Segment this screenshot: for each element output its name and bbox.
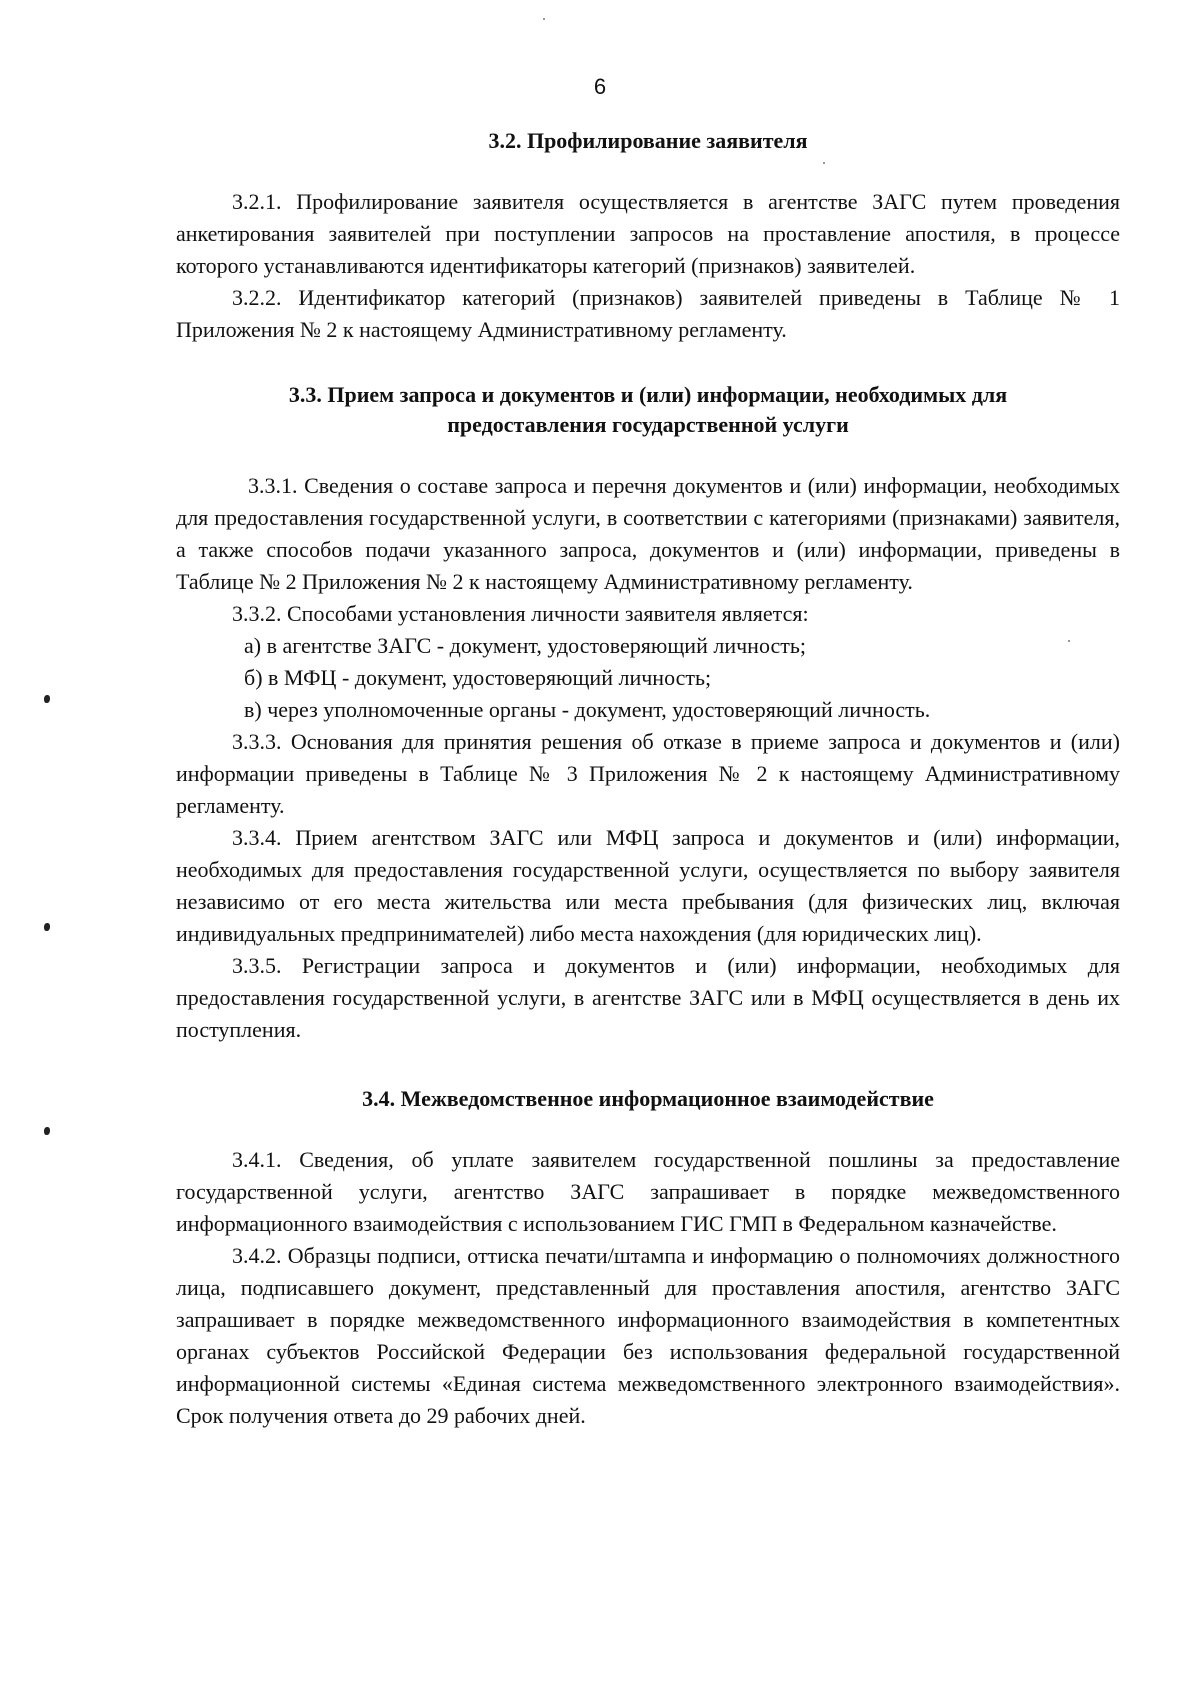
section-heading-3-4: 3.4. Межведомственное информационное взаимодействие <box>362 1086 934 1111</box>
scan-mark <box>44 923 50 931</box>
paragraph-3-3-3: 3.3.3. Основания для принятия решения об отказе в приеме запроса и документов и (или) информации приведены в Таблице № 3 Приложения № 2 к настоящему Административному регламенту. <box>176 729 1120 818</box>
scan-mark <box>44 695 50 703</box>
paragraph-3-3-1: 3.3.1. Сведения о составе запроса и перечня документов и (или) информации, необходимых для предоставления государственной услуги, в соответствии с категориями (признаками) заявителя, а также способов подачи указанного запроса, документов и (или) информации, приведены в Таблице № 2 Приложения № 2 к настоящему Административному регламенту. <box>176 473 1120 594</box>
section-heading-3-3 <box>176 380 1120 440</box>
paragraph-3-2-1: 3.2.1. Профилирование заявителя осуществляется в агентстве ЗАГС путем проведения анкетирования заявителей при поступлении запросов на проставление апостиля, в процессе которого устанавливаются идентификаторы категорий (признаков) заявителей. <box>176 189 1120 278</box>
section-heading-3-3-line2: предоставления государственной услуги <box>447 412 849 437</box>
paragraph-3-2-2: 3.2.2. Идентификатор категорий (признаков) заявителей приведены в Таблице № 1 Приложения № 2 к настоящему Административному регламенту. <box>176 285 1120 342</box>
list-item-c: в) через уполномоченные органы - документ, удостоверяющий личность. <box>244 697 931 722</box>
list-item-b: б) в МФЦ - документ, удостоверяющий личность; <box>244 665 712 690</box>
section-heading-3-2: 3.2. Профилирование заявителя <box>488 128 808 153</box>
page-number: 6 <box>593 74 607 99</box>
document-body <box>176 126 1120 1432</box>
paragraph-3-3-2: 3.3.2. Способами установления личности заявителя является: <box>232 601 809 626</box>
section-heading-3-3-line1: 3.3. Прием запроса и документов и (или) информации, необходимых для <box>288 382 1008 407</box>
list-item-a: а) в агентстве ЗАГС - документ, удостоверяющий личность; <box>244 633 807 658</box>
scan-mark <box>44 1127 50 1135</box>
paragraph-3-4-1: 3.4.1. Сведения, об уплате заявителем государственной пошлины за предоставление государственной услуги, агентство ЗАГС запрашивает в порядке межведомственного информационного взаимодействия с использованием ГИС ГМП в Федеральном казначействе. <box>176 1147 1120 1236</box>
paragraph-3-4-2: 3.4.2. Образцы подписи, оттиска печати/штампа и информацию о полномочиях должностного лица, подписавшего документ, представленный для проставления апостиля, агентство ЗАГС запрашивает в порядке межведомственного информационного взаимодействия в компетентных органах субъектов Российской Федерации без использования федеральной государственной информационной системы «Единая система межведомственного электронного взаимодействия». Срок получения ответа до 29 рабочих дней. <box>176 1243 1120 1428</box>
paragraph-3-3-5: 3.3.5. Регистрации запроса и документов и (или) информации, необходимых для предоставления государственной услуги, в агентстве ЗАГС или в МФЦ осуществляется в день их поступления. <box>176 953 1120 1042</box>
scan-speck <box>543 18 545 20</box>
paragraph-3-3-4: 3.3.4. Прием агентством ЗАГС или МФЦ запроса и документов и (или) информации, необходимых для предоставления государственной услуги, осуществляется по выбору заявителя независимо от его места жительства или места пребывания (для физических лиц, включая индивидуальных предпринимателей) либо места нахождения (для юридических лиц). <box>176 825 1120 946</box>
